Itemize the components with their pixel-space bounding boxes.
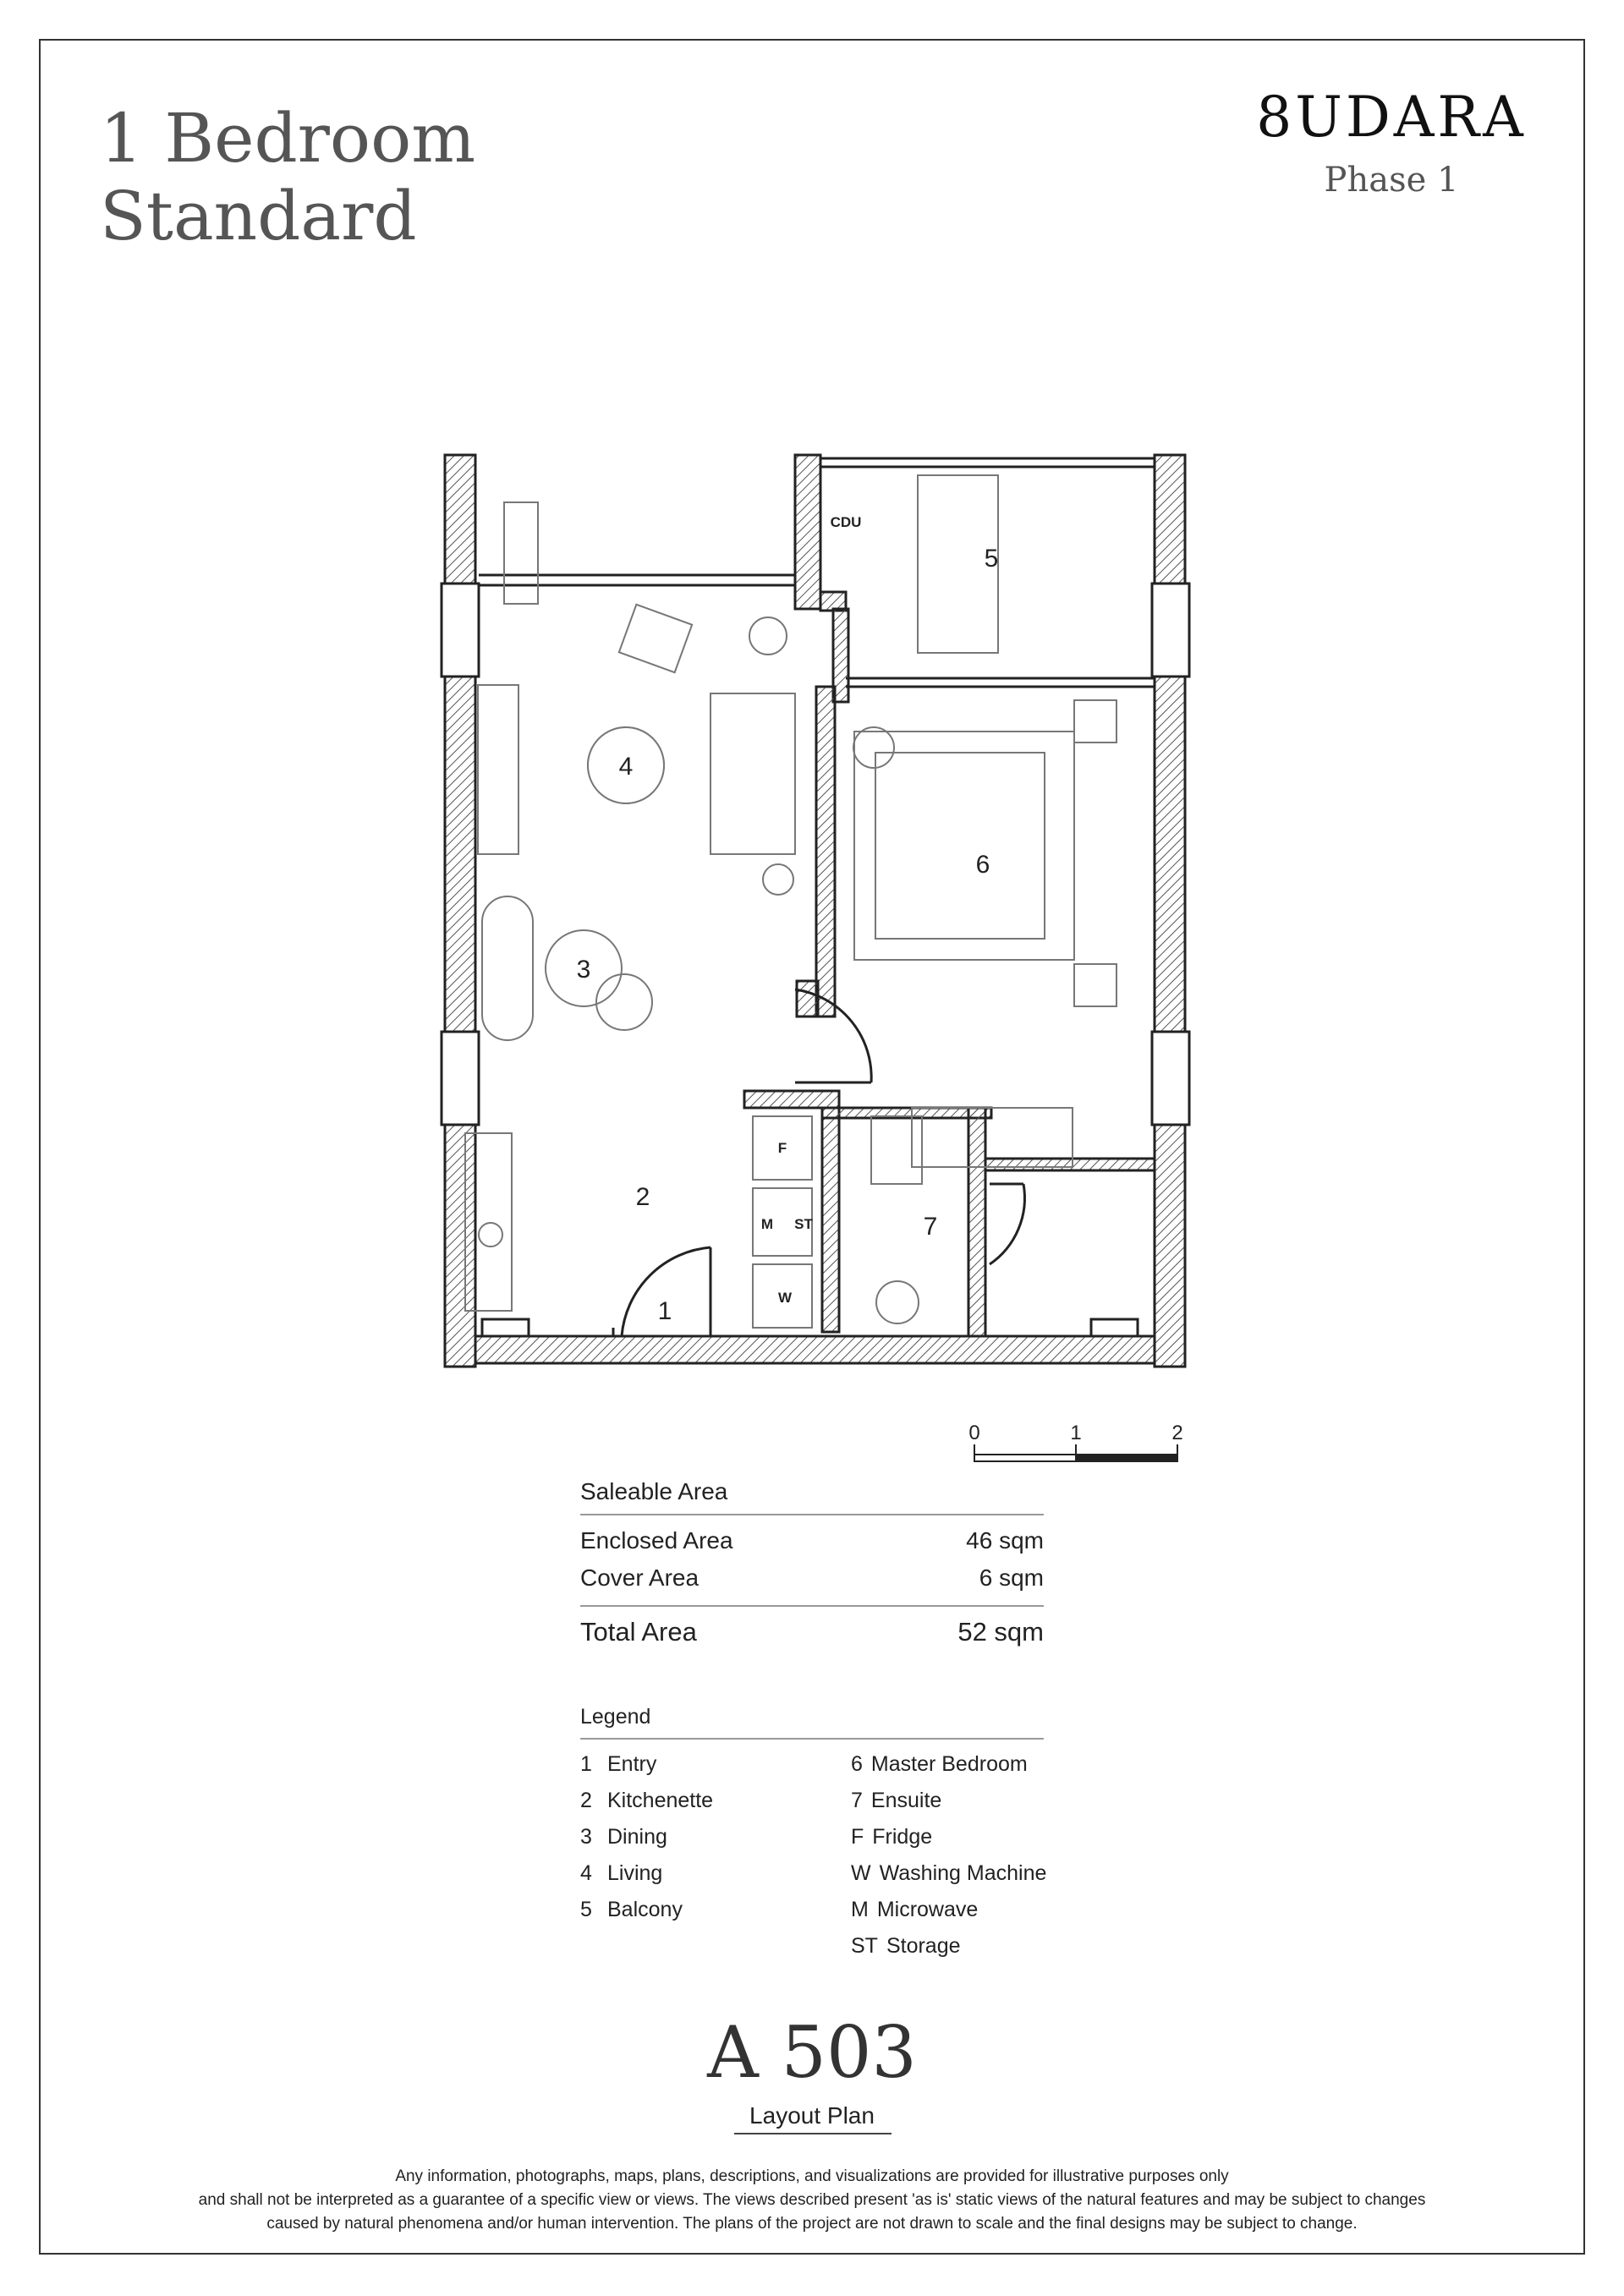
microwave-label: M [760, 1216, 774, 1232]
legend-key: 3 [580, 1825, 592, 1849]
scale-tick-0: 0 [968, 1422, 980, 1444]
fridge-label: F [777, 1140, 787, 1156]
legend [580, 1705, 1047, 1964]
legend-key: 2 [580, 1789, 592, 1812]
plan-title [100, 100, 475, 255]
phase-label: Phase 1 [1324, 161, 1459, 200]
room-label-4: 4 [618, 753, 634, 781]
legend-label: Master Bedroom [870, 1752, 1028, 1776]
legend-item [851, 1855, 1047, 1892]
room-label-7: 7 [923, 1213, 938, 1241]
title-line-1: 1 Bedroom [100, 99, 476, 178]
legend-key: M [851, 1898, 869, 1921]
total-area-value: 52 sqm [957, 1617, 1044, 1647]
legend-label: Kitchenette [607, 1789, 714, 1812]
layout-plan-underline [734, 2133, 892, 2134]
room-label-5: 5 [984, 545, 999, 573]
disclaimer-line-2: and shall not be interpreted as a guarantee of a specific view or views. The views described present 'as is' static views of the natural features and may be subject to changes [198, 2191, 1426, 2209]
legend-label: Balcony [607, 1898, 683, 1921]
legend-key: 1 [580, 1752, 592, 1776]
legend-item [851, 1819, 1044, 1855]
brand-logo: 8UDARA [1256, 85, 1527, 150]
legend-item [580, 1855, 851, 1892]
saleable-area-table [580, 1478, 1044, 1651]
disclaimer-line-1: Any information, photographs, maps, plans, descriptions, and visualizations are provided for illustrative purposes only [395, 2167, 1229, 2185]
room-label-1: 1 [657, 1297, 672, 1325]
legend-label: Dining [607, 1825, 667, 1849]
legend-item [580, 1819, 851, 1855]
legend-key: W [851, 1861, 871, 1885]
enclosed-area-row [580, 1522, 1044, 1559]
legend-heading: Legend [580, 1705, 1044, 1740]
storage-label: ST [794, 1216, 813, 1232]
floor-plan [431, 440, 1193, 1412]
legend-item [851, 1746, 1044, 1783]
legend-key: F [851, 1825, 864, 1849]
legend-key: ST [851, 1934, 878, 1958]
scale-bar [964, 1421, 1201, 1480]
legend-key: 6 [851, 1752, 863, 1776]
room-label-2: 2 [635, 1183, 650, 1211]
legend-item [851, 1783, 1044, 1819]
scale-tick-1: 1 [1070, 1422, 1082, 1444]
legend-item [851, 1928, 1044, 1964]
cover-area-value: 6 sqm [979, 1564, 1044, 1591]
saleable-area-heading: Saleable Area [580, 1478, 1044, 1515]
unit-number: A 503 [707, 2011, 917, 2094]
total-area-row [580, 1614, 1044, 1651]
legend-label: Entry [607, 1752, 657, 1776]
legend-label: Washing Machine [879, 1861, 1047, 1885]
legend-label: Ensuite [870, 1789, 942, 1812]
cover-area-label: Cover Area [580, 1564, 700, 1591]
legend-label: Fridge [872, 1825, 933, 1849]
legend-label: Living [607, 1861, 663, 1885]
legend-item [580, 1783, 851, 1819]
legend-item [851, 1892, 1044, 1928]
layout-plan-label: Layout Plan [749, 2102, 875, 2129]
legend-item [580, 1746, 851, 1783]
total-area-label: Total Area [580, 1617, 697, 1647]
legend-label: Storage [886, 1934, 961, 1958]
enclosed-area-label: Enclosed Area [580, 1527, 733, 1553]
legend-key: 4 [580, 1861, 592, 1885]
legend-key: 5 [580, 1898, 592, 1921]
room-label-6: 6 [975, 851, 990, 879]
room-label-3: 3 [576, 956, 591, 984]
legend-label: Microwave [876, 1898, 979, 1921]
scale-tick-2: 2 [1171, 1422, 1183, 1444]
legend-left-column [580, 1746, 851, 1964]
disclaimer-line-3: caused by natural phenomena and/or human intervention. The plans of the project are not drawn to scale and the final designs may be subject to change. [266, 2215, 1358, 2233]
legend-right-column [851, 1746, 1047, 1964]
washer-label: W [777, 1290, 793, 1306]
title-line-2: Standard [100, 177, 417, 255]
area-divider [580, 1605, 1044, 1607]
legend-key: 7 [851, 1789, 863, 1812]
cdu-label: CDU [830, 514, 862, 530]
cover-area-row [580, 1559, 1044, 1597]
enclosed-area-value: 46 sqm [966, 1527, 1044, 1553]
legend-item [580, 1892, 851, 1928]
disclaimer [102, 2165, 1522, 2236]
